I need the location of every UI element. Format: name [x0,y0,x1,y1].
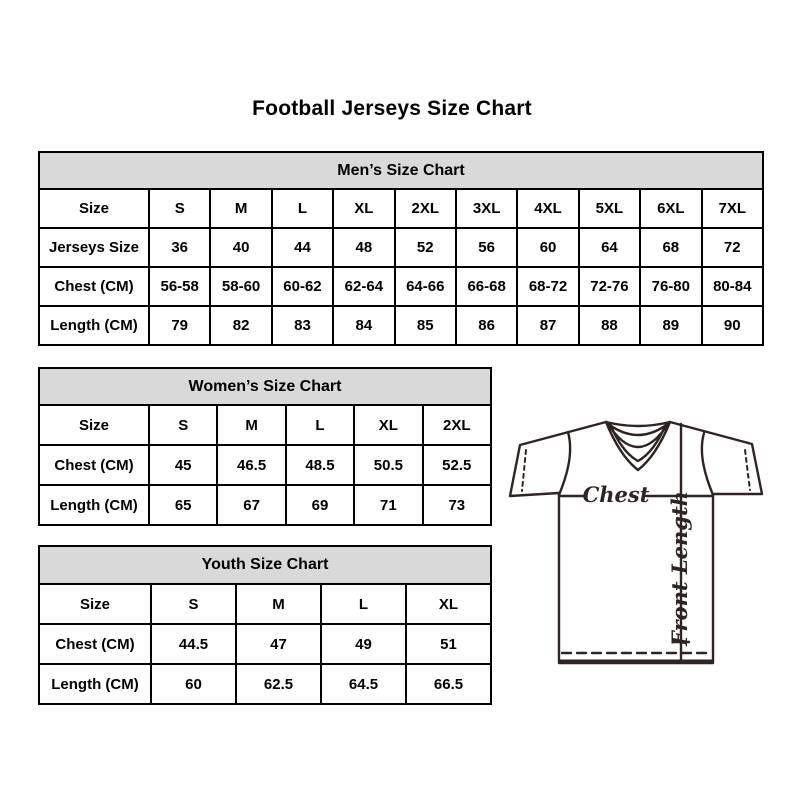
left-cuff-stitch [522,450,526,491]
value-cell: M [236,584,321,624]
table-row [39,405,491,445]
value-cell: 64 [579,228,640,267]
value-cell: 4XL [517,189,578,228]
row-header-cell: Chest (CM) [39,267,149,306]
value-cell: 60-62 [272,267,333,306]
value-cell: 2XL [395,189,456,228]
value-cell: 66-68 [456,267,517,306]
youth-size-table [38,545,492,705]
table-header-row [39,368,491,405]
value-cell: 60 [151,664,236,704]
table-row [39,485,491,525]
value-cell: 73 [423,485,491,525]
value-cell: 64-66 [395,267,456,306]
value-cell: XL [333,189,394,228]
value-cell: 62-64 [333,267,394,306]
value-cell: 76-80 [640,267,701,306]
chest-label: Chest [582,482,650,507]
row-header-cell: Length (CM) [39,664,151,704]
value-cell: 45 [149,445,217,485]
table-row [39,584,491,624]
table-row [39,624,491,664]
jersey-outline [510,422,762,663]
value-cell: XL [406,584,491,624]
table-header-row [39,546,491,584]
value-cell: 88 [579,306,640,345]
value-cell: 6XL [640,189,701,228]
value-cell: 3XL [456,189,517,228]
mens-table-title: Men’s Size Chart [39,152,763,189]
value-cell: M [217,405,285,445]
value-cell: 85 [395,306,456,345]
womens-size-table [38,367,492,526]
left-sleeve-seam [559,432,570,495]
value-cell: 36 [149,228,210,267]
value-cell: 5XL [579,189,640,228]
value-cell: 50.5 [354,445,422,485]
mens-size-table [38,151,764,346]
value-cell: 46.5 [217,445,285,485]
value-cell: 56-58 [149,267,210,306]
value-cell: 58-60 [210,267,271,306]
value-cell: 83 [272,306,333,345]
table-row [39,228,763,267]
table-row [39,189,763,228]
row-header-cell: Size [39,584,151,624]
value-cell: 48 [333,228,394,267]
right-cuff-stitch [745,450,750,490]
value-cell: 72-76 [579,267,640,306]
value-cell: 65 [149,485,217,525]
value-cell: 82 [210,306,271,345]
jersey-diagram-svg [498,400,770,670]
value-cell: 48.5 [286,445,354,485]
womens-table-title: Women’s Size Chart [39,368,491,405]
value-cell: 79 [149,306,210,345]
value-cell: 40 [210,228,271,267]
value-cell: 2XL [423,405,491,445]
value-cell: 87 [517,306,578,345]
value-cell: L [272,189,333,228]
row-header-cell: Chest (CM) [39,624,151,664]
value-cell: S [151,584,236,624]
value-cell: 67 [217,485,285,525]
value-cell: 86 [456,306,517,345]
row-header-cell: Size [39,189,149,228]
collar-top-edge [606,422,670,426]
table-row [39,445,491,485]
value-cell: L [321,584,406,624]
value-cell: M [210,189,271,228]
youth-table-title: Youth Size Chart [39,546,491,584]
value-cell: XL [354,405,422,445]
value-cell: 80-84 [702,267,763,306]
value-cell: 71 [354,485,422,525]
value-cell: 44.5 [151,624,236,664]
row-header-cell: Chest (CM) [39,445,149,485]
value-cell: L [286,405,354,445]
value-cell: S [149,405,217,445]
value-cell: 66.5 [406,664,491,704]
row-header-cell: Jerseys Size [39,228,149,267]
table-row [39,267,763,306]
value-cell: 68 [640,228,701,267]
table-row [39,306,763,345]
value-cell: 68-72 [517,267,578,306]
value-cell: 69 [286,485,354,525]
right-sleeve-seam [702,433,713,495]
value-cell: 64.5 [321,664,406,704]
value-cell: 89 [640,306,701,345]
value-cell: 62.5 [236,664,321,704]
front-length-label: Front Length [667,491,692,646]
value-cell: 90 [702,306,763,345]
value-cell: S [149,189,210,228]
table-row [39,664,491,704]
value-cell: 47 [236,624,321,664]
value-cell: 72 [702,228,763,267]
value-cell: 52 [395,228,456,267]
value-cell: 52.5 [423,445,491,485]
value-cell: 84 [333,306,394,345]
value-cell: 60 [517,228,578,267]
row-header-cell: Size [39,405,149,445]
jersey-measurement-diagram [498,400,770,670]
row-header-cell: Length (CM) [39,306,149,345]
value-cell: 56 [456,228,517,267]
value-cell: 44 [272,228,333,267]
row-header-cell: Length (CM) [39,485,149,525]
value-cell: 51 [406,624,491,664]
value-cell: 7XL [702,189,763,228]
page-title: Football Jerseys Size Chart [252,97,532,120]
value-cell: 49 [321,624,406,664]
table-header-row [39,152,763,189]
